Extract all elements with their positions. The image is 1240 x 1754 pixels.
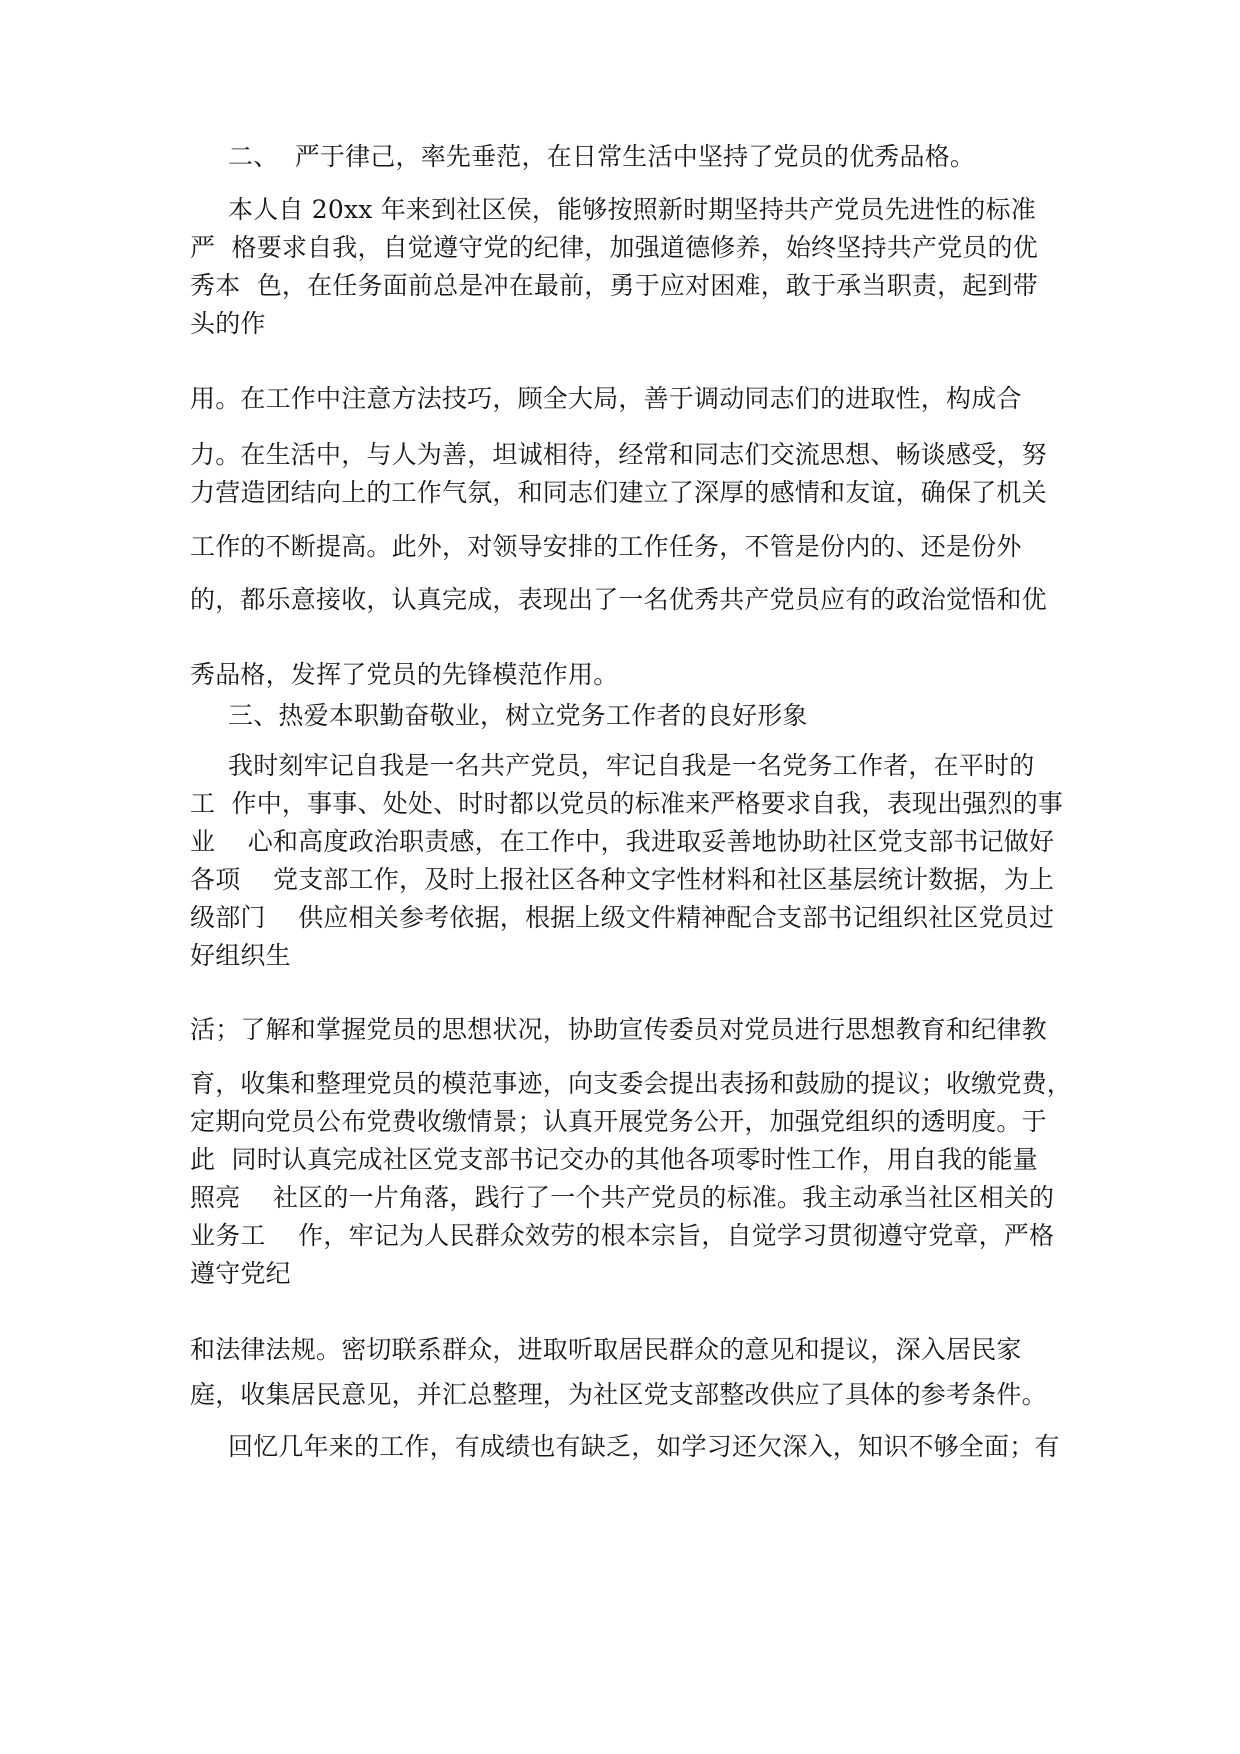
- text-line: 严 格要求自我，自觉遵守党的纪律，加强道德修养，始终坚持共产党员的优: [190, 233, 1038, 262]
- text-line: 工 作中，事事、处处、时时都以党员的标准来严格要求自我，表现出强烈的事: [190, 789, 1064, 818]
- text-line: 照亮 社区的一片角落，践行了一个共产党员的标准。我主动承当社区相关的: [190, 1183, 1055, 1212]
- text-line: 此 同时认真完成社区党支部书记交办的其他各项零时性工作，用自我的能量: [190, 1145, 1038, 1174]
- text-line: 力营造团结向上的工作气氛，和同志们建立了深厚的感情和友谊，确保了机关: [190, 478, 1047, 507]
- text-line: 的，都乐意接收，认真完成，表现出了一名优秀共产党员应有的政治觉悟和优: [190, 585, 1047, 614]
- text-line: 三、热爱本职勤奋敬业，树立党务工作者的良好形象: [228, 701, 808, 730]
- text-line: 业务工 作，牢记为人民群众效劳的根本宗旨，自觉学习贯彻遵守党章，严格: [190, 1221, 1055, 1250]
- text-line: 活；了解和掌握党员的思想状况，协助宣传委员对党员进行思想教育和纪律教: [190, 1015, 1047, 1044]
- text-line: 工作的不断提高。此外，对领导安排的工作任务，不管是份内的、还是份外: [190, 532, 1022, 561]
- text-line: 遵守党纪: [190, 1259, 291, 1288]
- text-line: 庭，收集居民意见，并汇总整理，为社区党支部整改供应了具体的参考条件。: [190, 1380, 1047, 1409]
- text-line: 二、 严于律己，率先垂范，在日常生活中坚持了党员的优秀品格。: [228, 142, 976, 171]
- text-line: 头的作: [190, 309, 266, 338]
- text-line: 各项 党支部工作，及时上报社区各种文字性材料和社区基层统计数据，为上: [190, 865, 1055, 894]
- text-line: 我时刻牢记自我是一名共产党员，牢记自我是一名党务工作者，在平时的: [228, 751, 1035, 780]
- text-line: 育，收集和整理党员的模范事迹，向支委会提出表扬和鼓励的提议；收缴党费，: [190, 1069, 1073, 1098]
- text-line: 力。在生活中，与人为善，坦诚相待，经常和同志们交流思想、畅谈感受，努: [190, 440, 1047, 469]
- text-line: 和法律法规。密切联系群众，进取听取居民群众的意见和提议，深入居民家: [190, 1335, 1022, 1364]
- text-line: 用。在工作中注意方法技巧，顾全大局，善于调动同志们的进取性，构成合: [190, 384, 1022, 413]
- text-line: 级部门 供应相关参考依据，根据上级文件精神配合支部书记组织社区党员过: [190, 903, 1055, 932]
- text-line: 秀本 色，在任务面前总是冲在最前，勇于应对困难，敢于承当职责，起到带: [190, 271, 1038, 300]
- text-line: 好组织生: [190, 941, 291, 970]
- text-line: 定期向党员公布党费收缴情景；认真开展党务公开，加强党组织的透明度。于: [190, 1107, 1047, 1136]
- text-line: 回忆几年来的工作，有成绩也有缺乏，如学习还欠深入，知识不够全面；有: [228, 1432, 1060, 1461]
- text-line: 本人自 20xx 年来到社区侯，能够按照新时期坚持共产党员先进性的标准: [228, 195, 1036, 224]
- text-line: 秀品格，发挥了党员的先锋模范作用。: [190, 660, 619, 689]
- text-line: 业 心和高度政治职责感，在工作中，我进取妥善地协助社区党支部书记做好: [190, 827, 1055, 856]
